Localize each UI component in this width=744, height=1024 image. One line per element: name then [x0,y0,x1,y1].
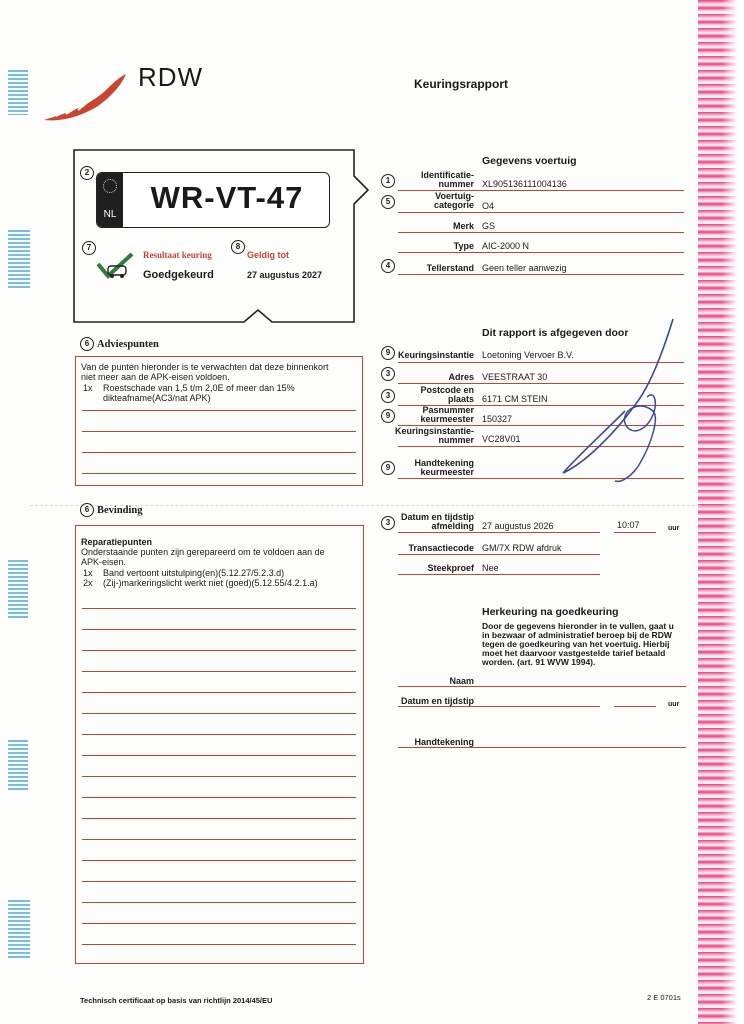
row-label-line1: Handtekening [414,458,474,468]
issuer-heading: Dit rapport is afgegeven door [482,327,629,339]
row-value: GS [482,221,496,231]
row-label-line1: Postcode en [420,385,474,395]
herkeuring-unit: uur [668,701,680,708]
inspector-signature [555,315,685,485]
row-label-line1: Identificatie- [420,170,474,180]
eu-band [97,173,123,227]
afmelding-label-line2: afmelding [431,521,474,531]
scan-noise-left-5 [8,900,30,960]
row-label-line2: nummer [438,179,474,189]
row-value: Geen teller aanwezig [482,263,567,273]
row-label-line2: Tellerstand [426,263,474,273]
row-value: VEESTRAAT 30 [482,372,548,382]
valid-label: Geldig tot [247,250,289,260]
afmelding-unit: uur [668,525,680,532]
field-number: 1 [381,174,395,188]
field-number: 9 [381,346,395,360]
herkeuring-datum-field[interactable] [398,706,600,707]
herkeuring-text-1: Door de gegevens hieronder in te vullen, gaat u [482,621,674,631]
row-label-line1: Pasnummer [422,405,474,415]
herkeuring-handtekening-field[interactable] [398,747,686,748]
row-value: 150327 [482,414,513,424]
scan-noise-left-2 [8,230,30,290]
repair-item-text: (Zij-)markeringslicht werkt niet (goed)(5.12.55/4.2.1.a) [103,578,318,588]
advies-item-qty: 1x [83,383,93,393]
page-title: Keuringsrapport [414,77,509,91]
scan-noise-left-4 [8,740,28,790]
field-number-6: 6 [80,337,94,351]
afmelding-label-line1: Datum en tijdstip [400,512,474,522]
field-number: 9 [381,409,395,423]
row-value: Loetoning Vervoer B.V. [482,350,574,360]
scan-noise-left-3 [8,560,28,620]
advies-item-text1: Roestschade van 1,5 t/m 2,0E of meer dan 15% [103,383,295,393]
field-number-3: 3 [381,516,395,530]
naam-label: Naam [449,676,474,686]
row-label-line1: Voertuig- [435,191,474,201]
advies-rule [82,431,356,432]
row-value: VC28V01 [482,434,521,444]
afmelding-time: 10:07 [617,520,640,530]
scan-edge-right-white [722,0,744,1024]
row-label-line2: plaats [447,394,474,404]
herkeuring-datum-label: Datum en tijdstip [400,696,474,706]
advies-intro-line2: niet meer aan de APK-eisen voldoen. [81,372,230,382]
bevinding-title: Bevinding [97,505,143,516]
result-value: Goedgekeurd [143,269,214,281]
herkeuring-text-5: worden. (art. 91 WVW 1994). [482,657,596,667]
row-label-line2: keurmeester [420,414,474,424]
field-number-8: 8 [231,240,245,254]
plate-number: WR-VT-47 [150,180,304,215]
valid-value: 27 augustus 2027 [247,270,323,280]
row-value: XL905136111004136 [482,179,567,189]
repair-item-qty: 1x [83,568,93,578]
repair-item-qty: 2x [83,578,93,588]
eu-stars-icon [103,179,117,193]
result-label: Resultaat keuring [143,250,212,260]
scan-noise-left-1 [8,70,28,115]
naam-field[interactable] [398,686,686,687]
herkeuring-text-3: tegen de goedkeuring van het voertuig. Hierbij [482,639,670,649]
advies-rule [82,473,356,474]
license-plate [96,172,330,228]
row-value: 6171 CM STEIN [482,394,548,404]
field-number-6: 6 [80,503,94,517]
advies-rule [82,452,356,453]
herkeuring-tijd-field[interactable] [614,706,656,707]
plate-country: NL [103,209,117,220]
steekproef-label: Steekproef [427,563,474,573]
advies-item-text2: dikteafname(AC3/nat APK) [103,393,211,403]
footer-form-code: 2 E 0701s [647,993,681,1002]
rdw-logo-icon [42,70,128,124]
field-number-7: 7 [82,241,96,255]
row-label-line2: Merk [452,221,474,231]
bevinding-subtitle: Reparatiepunten [81,537,153,547]
bevinding-box [75,525,364,964]
advies-rule [82,410,356,411]
bevinding-intro-line1: Onderstaande punten zijn gerepareerd om te voldoen aan de [81,547,325,557]
row-label-line2: Keuringsinstantie [397,350,474,360]
footer-certificate: Technisch certificaat op basis van richtlijn 2014/45/EU [80,996,273,1005]
vehicle-heading: Gegevens voertuig [482,155,577,167]
advies-intro-line1: Van de punten hieronder is te verwachten dat deze binnenkort [81,362,329,372]
herkeuring-text-2: in bezwaar of administratief beroep bij de RDW [482,630,672,640]
field-number: 5 [381,195,395,209]
field-number: 3 [381,389,395,403]
row-label-line2: nummer [438,435,474,445]
row-value: AIC-2000 N [482,241,530,251]
row-label-line2: Type [453,241,474,251]
herkeuring-title: Herkeuring na goedkeuring [482,606,619,618]
afmelding-date: 27 augustus 2026 [482,521,554,531]
field-number: 3 [381,367,395,381]
row-label-line2: Adres [448,372,474,382]
advies-title: Adviespunten [97,339,159,350]
row-value: O4 [482,201,495,211]
steekproef-value: Nee [482,563,499,573]
herkeuring-text-4: moet het daarvoor vastgestelde tarief betaald [482,648,666,658]
field-number-2: 2 [80,166,94,180]
repair-item-text: Band vertoont uitstulping(en)(5.12.27/5.2.3.d) [103,568,285,578]
row-label-line1: Keuringsinstantie- [394,426,474,436]
field-number: 4 [381,259,395,273]
herkeuring-handtekening-label: Handtekening [414,737,474,747]
bevinding-intro-line2: APK-eisen. [81,557,127,567]
brand-name: RDW [138,62,204,92]
transactiecode-label: Transactiecode [408,543,474,553]
row-label-line2: categorie [433,200,474,210]
row-label-line2: keurmeester [420,467,474,477]
field-number: 9 [381,461,395,475]
approved-car-check-icon [96,252,136,280]
transactiecode-value: GM/7X RDW afdruk [482,543,562,553]
